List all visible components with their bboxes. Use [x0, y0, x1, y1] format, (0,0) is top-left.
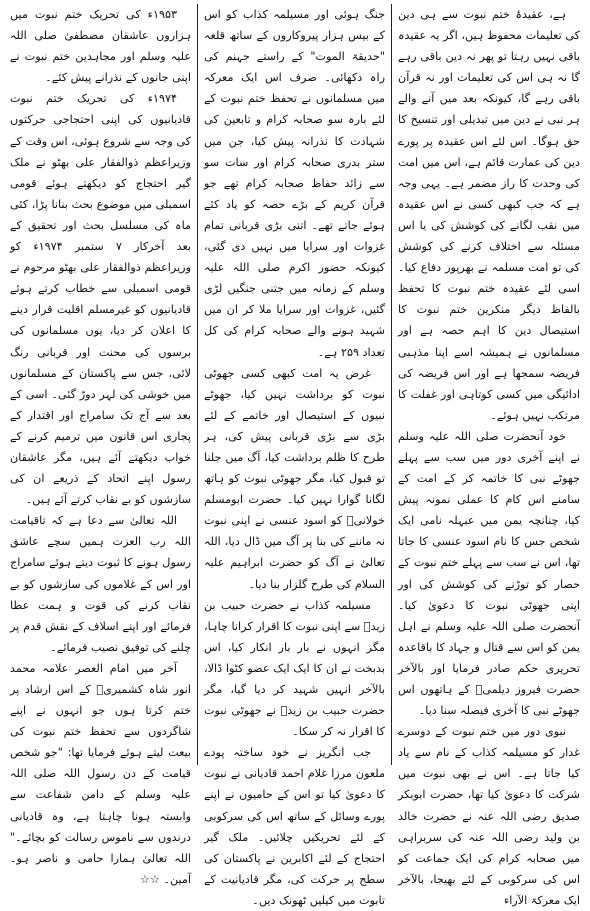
- text-column-middle: [198, 4, 392, 907]
- paragraph: غرض یہ امت کبھی کسی جھوٹی نبوت کو برداشت نہیں کیا، جھوٹے نبیوں کے استیصال اور خاتمے کے لئے بڑی سے بڑی قربانی پیش کی، ہر طرح کا ظلم برداشت کیا، آگ میں جلنا تو قبول کیا، مگر جھوٹی نبوت کو ہاتھ لگانا گوارا نہیں کیا۔ حضرت ابومسلم خولانیؒ کو اسود عنسی نے اپنی نبوت نہ ماننے کی بنا پر آگ میں ڈال دیا، اللہ تعالیٰ نے آگ کو حضرت ابراہیم علیہ السلام کی طرح گلزار بنا دیا۔: [204, 366, 385, 591]
- paragraph: جب انگریز نے خود ساختہ پودے ملعون مرزا غلام احمد قادیانی نے نبوت کا دعویٰ کیا تو اس کے حامیوں نے اپنے پورے وسائل کے ساتھ اس کی سرکوبی کے لئے تحریکیں چلائیں۔ ملک گیر احتجاج کے لئے اکابرین نے پاکستان کی سطح پر حرکت کی، مگر قادیانیت کے تابوت میں کیلیں ٹھونک دیں۔: [204, 746, 385, 907]
- text-column-right: [392, 4, 586, 907]
- paragraph: ہے، عقیدۂ ختم نبوت سے ہی دین کی تعلیمات محفوظ ہیں، اگر یہ عقیدہ باقی نہیں رہتا تو پھر نہ دین باقی رہے گا نہ ہی اس کی تعلیمات اور نہ قرآن باقی رہے گا، کیونکہ بعد میں آنے والے ہر نبی نے دین میں تبدیلی اور تنسیخ کا حق ہوگا۔ اس لئے اس عقیدہ پر پورے دین کی عمارت قائم ہے، اس میں امت کی وحدت کا راز مضمر ہے۔ یہی وجہ ہے کہ جب کبھی کسی نے اس عقیدہ میں نقب لگانے کی کوشش کی یا اس مسئلہ سے اختلاف کرنے کی کوشش کی تو امت مسلمہ نے بھرپور دفاع کیا۔ اسی لئے عقیدہ ختم نبوت کا تحفظ بالفاظ دیگر منکرین ختم نبوت کا استیصال دین کا اہم حصہ ہے اور مسلمانوں نے ہمیشہ اسے اپنا مذہبی فریضہ سمجھا ہے اور اس فریضہ کی ادائیگی میں کسی کوتاہی اور غفلت کا مرتکب نہیں ہوئے۔: [398, 8, 580, 422]
- text-column-left: [4, 4, 198, 886]
- paragraph: مسیلمہ کذاب نے حضرت حبیب بن زیدؓ سے اپنی نبوت کا اقرار کرانا چاہا، مگر انہوں نے بار بار انکار کیا، اس بدبخت نے ان کا ایک ایک عضو کٹوا ڈالا، بالآخر انہیں شہید کر دیا گیا، مگر حضرت حبیب بن زیدؓ نے جھوٹی نبوت کا اقرار نہ کر سکا۔: [204, 598, 385, 739]
- paragraph: ۱۹۵۳ء کی تحریک ختم نبوت میں ہزاروں عاشقان مصطفیٰ صلی اللہ علیہ وسلم اور مجاہدین ختم نبوت نے اپنی جانوں کے نذرانے پیش کئے۔: [10, 8, 191, 85]
- paragraph: اللہ تعالیٰ سے دعا ہے کہ تاقیامت اللہ رب العزت ہمیں سچے عاشق رسول ہونے کا ثبوت دیتے ہوئے سامراج اور اس کے غلاموں کی سازشوں کو بے نقاب کرنے کی قوت و ہمت عطا فرمائے اور اپنے اسلاف کے نقش قدم پر چلنے کی توفیق نصیب فرمائے۔: [10, 514, 191, 654]
- paragraph: آخر میں امام العصر علامہ محمد انور شاہ کشمیریؒ کے اس ارشاد پر ختم کرتا ہوں جو انہوں نے اپنے شاگردوں سے تحفظ ختم نبوت کی بیعت لیتے ہوئے فرمایا تھا: "جو شخص قیامت کے دن رسول اللہ صلی اللہ علیہ وسلم کے دامن شفاعت سے وابستہ ہونا چاہتا ہے، وہ قادیانی درندوں سے ناموس رسالت کو بچائے۔" اللہ تعالیٰ ہمارا حامی و ناصر ہو۔ آمین۔ ☆☆: [10, 661, 191, 886]
- paragraph: نبوی دور میں ختم نبوت کے دوسرے غدار کو مسیلمہ کذاب کے نام سے یاد کیا جاتا ہے۔ اس نے بھی نبوت میں شرکت کا دعویٰ کیا تھا، حضرت ابوبکر صدیق رضی اللہ عنہ نے حضرت خالد بن ولید رضی اللہ عنہ کی سربراہی میں صحابہ کرام کی ایک جماعت کو اس کی سرکوبی کے لئے بھیجا، بالآخر ایک معرکۃ الآراء: [398, 725, 580, 907]
- paragraph: ۱۹۷۴ء کی تحریک ختم نبوت قادیانیوں کی اپنی احتجاجی حرکتوں کی وجہ سے شروع ہوئی، اس وقت کے وزیراعظم ذوالفقار علی بھٹو نے ملک گیر احتجاج کو دیکھتے ہوئے قومی اسمبلی میں موضوع بحث بنانا پڑا، کئی ماہ کی مسلسل بحث اور تحقیق کے بعد آخرکار ۷ ستمبر ۱۹۷۴ء کو وزیراعظم ذوالفقار علی بھٹو مرحوم نے قومی اسمبلی سے خطاب کرتے ہوئے قادیانیوں کو غیرمسلم اقلیت قرار دینے کا اعلان کر دیا، یوں مسلمانوں کی برسوں کی محنت اور قربانی رنگ لائی، جس سے پاکستان کے مسلمانوں میں خوشی کی لہر دوڑ گئی۔ اسی کے بعد سے آج تک سامراج اور اقتدار کے پجاری اس قانون میں ترمیم کرنے کے خواب دیکھتے آئے ہیں، مگر عاشقان رسول اپنے اتحاد کے ذریعے ان کی سازشوں کو بے نقاب کرتے آئے ہیں۔: [10, 92, 191, 507]
- paragraph: خود آنحضرت صلی اللہ علیہ وسلم نے اپنے آخری دور میں سب سے پہلے جھوٹے نبی کا خاتمہ کر کے امت کے سامنے اس کام کا عملی نمونہ پیش کیا، چنانچہ یمن میں عبہلہ نامی ایک شخص جس کا نام اسود عنسی کا جاتا تھا، اس نے سب سے پہلے ختم نبوت کے حصار کو توڑنے کی کوشش کی اور اپنی جھوٹی نبوت کا دعویٰ کیا۔ آنحضرت صلی اللہ علیہ وسلم نے اہل یمن کو اس سے قتال و جہاد کا باقاعدہ تحریری حکم صادر فرمایا اور بالآخر حضرت فیروز دیلمیؓ کے ہاتھوں اس جھوٹے نبی کا آخری فیصلہ سنا دیا۔: [398, 429, 580, 718]
- paragraph: جنگ ہوئی اور مسیلمہ کذاب کو اس کے بیس ہزار پیروکاروں کے ساتھ قلعہ "حدیقۃ الموت" کے راستے جہنم کی راہ دکھائی۔ صرف اس ایک معرکہ میں مسلمانوں نے تحفظ ختم نبوت کے لئے بارہ سو صحابہ کرام و تابعین کی شہادت کا نذرانہ پیش کیا، جن میں ستر بدری صحابہ کرام اور سات سو سے زائد حفاظ صحابہ کرام تھے جو قرآن کریم کے بڑے حصہ کو یاد کئے ہوئے جاتے تھے۔ اتنی بڑی قربانی تمام غزوات اور سرایا میں نہیں دی گئی، کیونکہ حضور اکرم صلی اللہ علیہ وسلم کے زمانہ میں جتنی جنگیں لڑی گئیں، غزوات اور سرایا ملا کر ان میں شہید ہونے والے صحابہ کرام کی کل تعداد ۲۵۹ ہے۔: [204, 8, 385, 359]
